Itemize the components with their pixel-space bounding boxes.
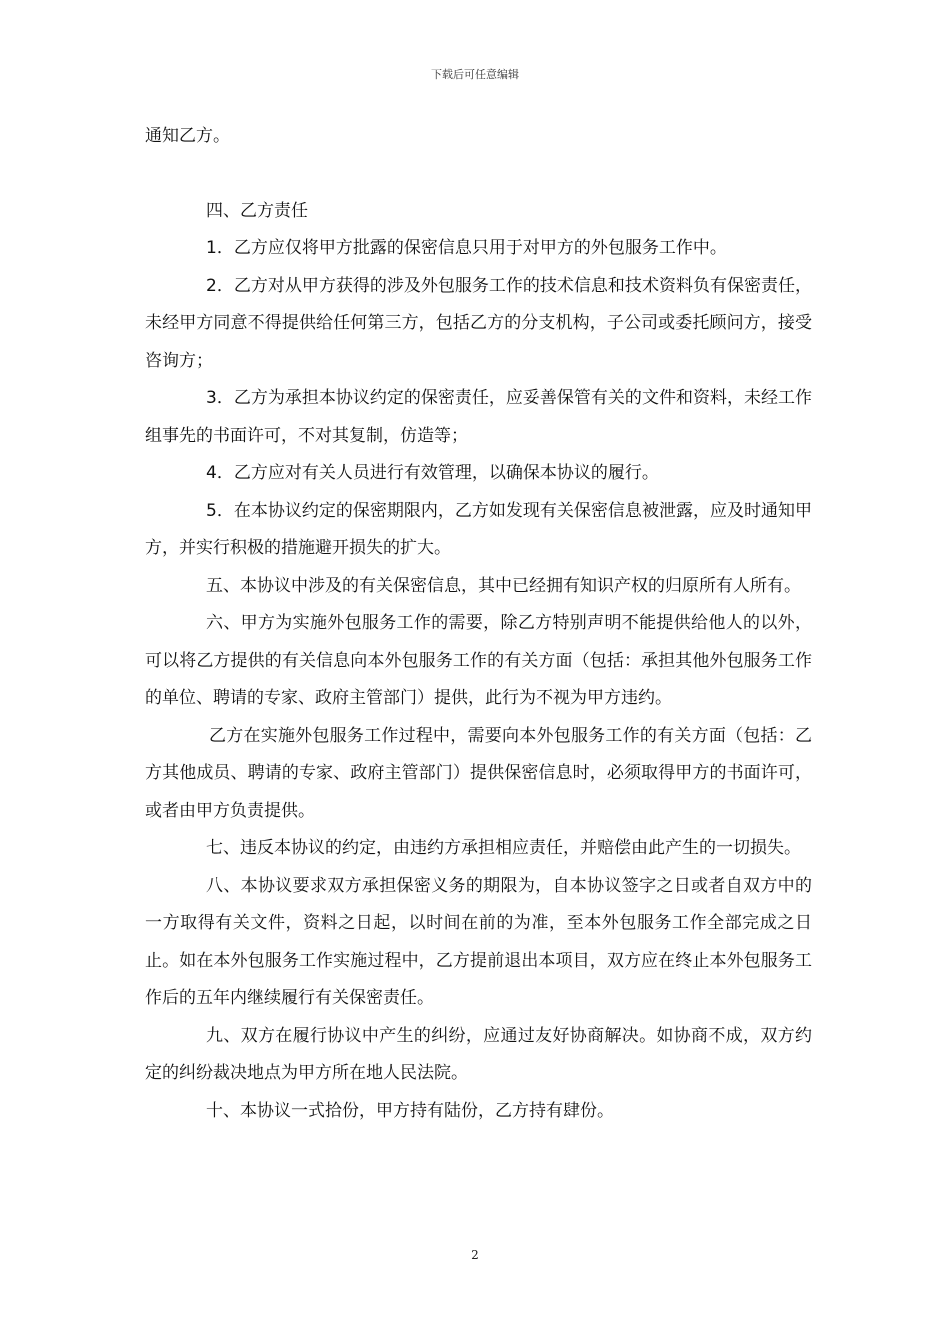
clause-1: 1．乙方应仅将甲方批露的保密信息只用于对甲方的外包服务工作中。 [206, 238, 727, 258]
section-heading-party-b-duties: 四、乙方责任 [206, 200, 308, 221]
page-header: 下载后可任意编辑 [431, 68, 519, 81]
clause-5: 5．在本协议约定的保密期限内，乙方如发现有关保密信息被泄露，应及时通知甲方，并实行积极的措施避开损失的扩大。 [145, 500, 812, 558]
paragraph-gap [145, 156, 812, 193]
section-seven: 七、违反本协议的约定，由违约方承担相应责任，并赔偿由此产生的一切损失。 [206, 838, 801, 858]
section-six: 六、甲方为实施外包服务工作的需要，除乙方特别声明不能提供给他人的以外，可以将乙方提供的有关信息向本外包服务工作的有关方面（包括：承担其他外包服务工作的单位、聘请的专家、政府主管部门）提供，此行为不视为甲方违约。 [145, 613, 812, 708]
section-ten: 十、本协议一式拾份，甲方持有陆份，乙方持有肆份。 [206, 1100, 614, 1121]
section-nine: 九、双方在履行协议中产生的纠纷，应通过友好协商解决。如协商不成，双方约定的纠纷裁决地点为甲方所在地人民法院。 [145, 1025, 812, 1083]
section-eight: 八、本协议要求双方承担保密义务的期限为，自本协议签字之日或者自双方中的一方取得有关文件，资料之日起，以时间在前的为准，至本外包服务工作全部完成之日止。如在本外包服务工作实施过程中，乙方提前退出本项目，双方应在终止本外包服务工作后的五年内继续履行有关保密责任。 [145, 875, 812, 1008]
section-six-supplement: 乙方在实施外包服务工作过程中，需要向本外包服务工作的有关方面（包括：乙方其他成员、聘请的专家、政府主管部门）提供保密信息时，必须取得甲方的书面许可，或者由甲方负责提供。 [145, 725, 812, 821]
clause-3: 3．乙方为承担本协议约定的保密责任，应妥善保管有关的文件和资料，未经工作组事先的书面许可，不对其复制，仿造等； [145, 388, 812, 446]
section-five: 五、本协议中涉及的有关保密信息，其中已经拥有知识产权的归原所有人所有。 [206, 575, 801, 596]
document-body [145, 118, 812, 1130]
clause-4: 4．乙方应对有关人员进行有效管理，以确保本协议的履行。 [206, 463, 659, 483]
clause-2: 2．乙方对从甲方获得的涉及外包服务工作的技术信息和技术资料负有保密责任，未经甲方同意不得提供给任何第三方，包括乙方的分支机构，子公司或委托顾问方，接受咨询方； [145, 275, 812, 371]
page-number: 2 [471, 1248, 479, 1262]
paragraph-continuation: 通知乙方。 [145, 126, 230, 146]
